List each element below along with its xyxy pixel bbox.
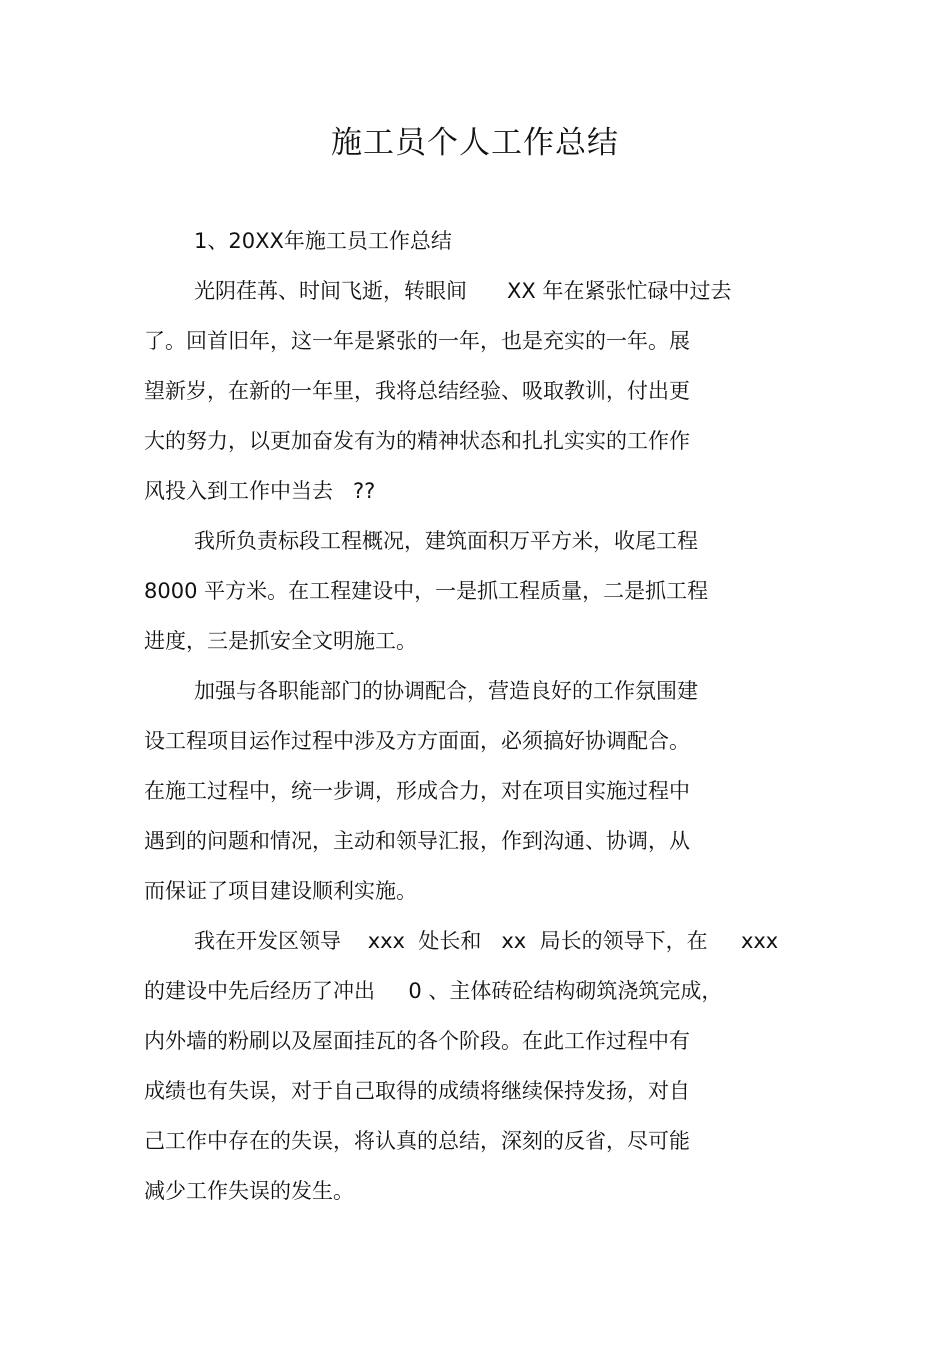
paragraph-line: 我所负责标段工程概况，建筑面积万平方米，收尾工程	[194, 529, 698, 553]
paragraph-line: 设工程项目运作过程中涉及方方面面，必须搞好协调配合。	[144, 729, 690, 753]
paragraph-line: 加强与各职能部门的协调配合，营造良好的工作氛围建	[194, 679, 698, 703]
paragraph-line: 的建设中先后经历了冲出 0 、主体砖砼结构砌筑浇筑完成，	[144, 979, 723, 1003]
paragraph-line: 大的努力，以更加奋发有为的精神状态和扎扎实实的工作作	[144, 429, 690, 453]
paragraph-line: 内外墙的粉刷以及屋面挂瓦的各个阶段。在此工作过程中有	[144, 1029, 690, 1053]
paragraph-line: 进度，三是抓安全文明施工。	[144, 629, 417, 653]
document-title: 施工员个人工作总结	[331, 125, 619, 161]
paragraph-line: 我在开发区领导 xxx 处长和 xx 局长的领导下，在 xxx	[194, 929, 779, 953]
paragraph-line: 了。回首旧年，这一年是紧张的一年，也是充实的一年。展	[144, 329, 690, 353]
paragraph-line: 在施工过程中，统一步调，形成合力，对在项目实施过程中	[144, 779, 690, 803]
paragraph-line: 望新岁，在新的一年里，我将总结经验、吸取教训，付出更	[144, 379, 690, 403]
section-heading: 1、20XX年施工员工作总结	[194, 229, 452, 253]
paragraph-line: 己工作中存在的失误，将认真的总结，深刻的反省，尽可能	[144, 1129, 690, 1153]
paragraph-line: 风投入到工作中当去 ??	[144, 479, 376, 503]
paragraph-line: 遇到的问题和情况，主动和领导汇报，作到沟通、协调，从	[144, 829, 690, 853]
paragraph-line: 而保证了项目建设顺利实施。	[144, 879, 417, 903]
paragraph-line: 减少工作失误的发生。	[144, 1179, 354, 1203]
paragraph-line: 8000 平方米。在工程建设中，一是抓工程质量，二是抓工程	[144, 579, 709, 603]
paragraph-line: 成绩也有失误，对于自己取得的成绩将继续保持发扬，对自	[144, 1079, 690, 1103]
paragraph-line: 光阴荏苒、时间飞逝，转眼间 XX 年在紧张忙碌中过去	[194, 279, 732, 303]
